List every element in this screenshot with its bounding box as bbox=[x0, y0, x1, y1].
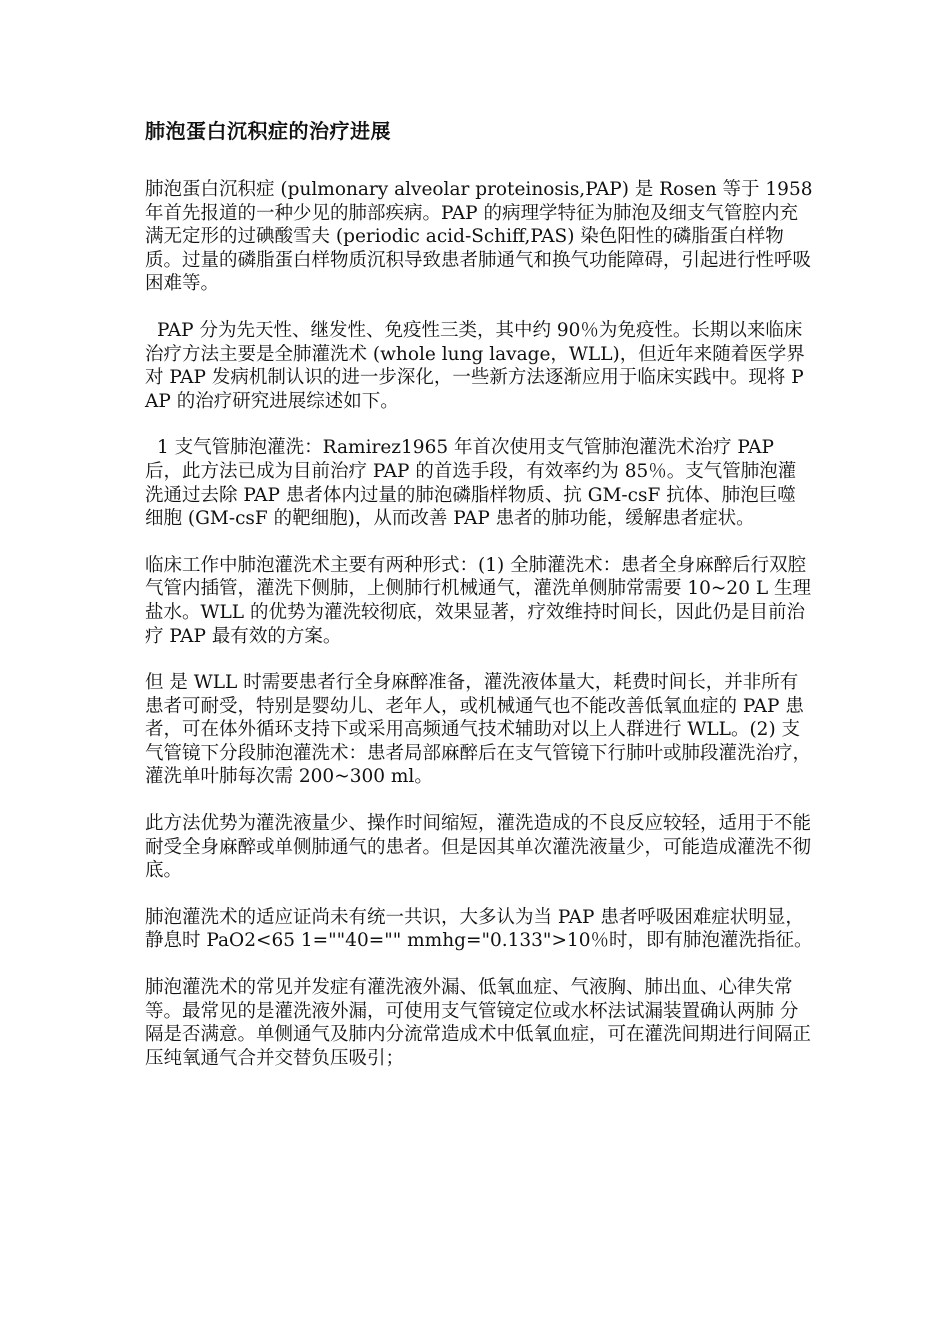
paragraph-intro: 肺泡蛋白沉积症 (pulmonary alveolar proteinosis,PAP) 是 Rosen 等于 1958 年首先报道的一种少见的肺部疾病。PAP 的病理学特征为肺泡及细支气管腔内充满无定形的过碘酸雪夫 (periodic acid-Schiff,PAS) 染色阳性的磷脂蛋白样物质。过量的磷脂蛋白样物质沉积导致患者肺通气和换气功能障碍，引起进行性呼吸困难等。 bbox=[145, 179, 813, 295]
document-page bbox=[145, 118, 813, 1093]
paragraph-classification: PAP 分为先天性、继发性、免疫性三类，其中约 90％为免疫性。长期以来临床治疗方法主要是全肺灌洗术 (whole lung lavage，WLL)，但近年来随着医学界对 PAP 发病机制认识的进一步深化，一些新方法逐渐应用于临床实践中。现将 PAP 的治疗研究进展综述如下。 bbox=[145, 319, 805, 412]
paragraph-segmental-advantages: 此方法优势为灌洗液量少、操作时间缩短，灌洗造成的不良反应较轻，适用于不能耐受全身麻醉或单侧肺通气的患者。但是因其单次灌洗液量少，可能造成灌洗不彻底。 bbox=[145, 813, 812, 882]
paragraph-bronchoalveolar-lavage: 1 支气管肺泡灌洗：Ramirez1965 年首次使用支气管肺泡灌洗术治疗 PAP 后，此方法已成为目前治疗 PAP 的首选手段，有效率约为 85％。支气管肺泡灌洗通过去除 PAP 患者体内过量的肺泡磷脂样物质、抗 GM-csF 抗体、肺泡巨噬细胞 (GM-csF 的靶细胞)，从而改善 PAP 患者的肺功能，缓解患者症状。 bbox=[145, 437, 797, 530]
paragraph-wll-limitations: 但 是 WLL 时需要患者行全身麻醉准备，灌洗液体量大，耗费时间长，并非所有患者可耐受，特别是婴幼儿、老年人，或机械通气也不能改善低氧血症的 PAP 患者，可在体外循环支持下或采用高频通气技术辅助对以上人群进行 WLL。(2) 支气管镜下分段肺泡灌洗术：患者局部麻醉后在支气管镜下行肺叶或肺段灌洗治疗，灌洗单叶肺每次需 200~300 ml。 bbox=[145, 672, 812, 788]
document-title: 肺泡蛋白沉积症的治疗进展 bbox=[145, 119, 391, 143]
paragraph-complications: 肺泡灌洗术的常见并发症有灌洗液外漏、低氧血症、气液胸、肺出血、心律失常等。最常见的是灌洗液外漏，可使用支气管镜定位或水杯法试漏装置确认两肺 分隔是否满意。单侧通气及肺内分流常造成术中低氧血症，可在灌洗间期进行间隔正压纯氧通气合并交替负压吸引； bbox=[145, 977, 812, 1069]
paragraph-lavage-forms: 临床工作中肺泡灌洗术主要有两种形式：(1) 全肺灌洗术：患者全身麻醉后行双腔气管内插管，灌洗下侧肺，上侧肺行机械通气，灌洗单侧肺常需要 10~20 L 生理盐水。WLL 的优势为灌洗较彻底，效果显著，疗效维持时间长，因此仍是目前治疗 PAP 最有效的方案。 bbox=[145, 554, 812, 647]
paragraph-indications: 肺泡灌洗术的适应证尚未有统一共识，大多认为当 PAP 患者呼吸困难症状明显，静息时 PaO2<65 1=""40="" mmhg="0.133">10％时，即有肺泡灌洗指征。 bbox=[145, 906, 813, 952]
